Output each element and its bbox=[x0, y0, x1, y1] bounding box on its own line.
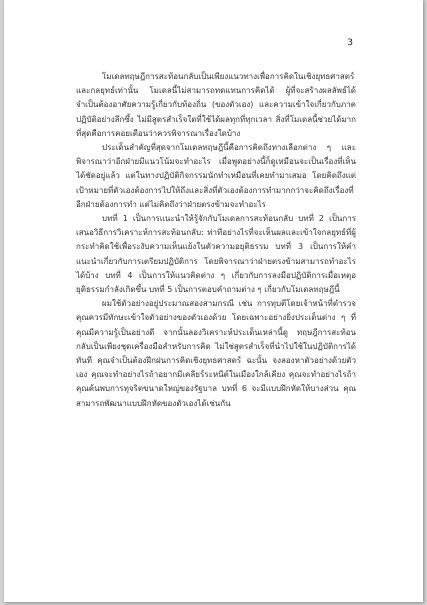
paragraph-2: ประเด็นสำคัญที่สุดจากโมเดลทฤษฎีนี้คือการคิดถึงทางเลือกต่าง ๆ และพิจารณาว่าอีกฝ่ายมีแนวโน้มจะทำอะไร เมื่อพูดอย่างนี้ก็ดูเหมือนจะเป็นเรื่องที่เห็นได้ชัดอยู่แล้ว แต่ในทางปฏิบัติกิจกรรมนักทำเหมือนที่เคยทำมาเสมอ โดยคิดถึงแต่เป้าหมายที่ตัวเองต้องการไปให้ถึงและสิ่งที่ตัวเองต้องการทำมากกว่าจะคิดถึงเรื่องที่อีกฝ่ายต้องการทำ แต่ไม่คิดถึงว่าฝ่ายตรงข้ามจะทำอะไร bbox=[76, 143, 356, 209]
paragraph-1: โมเดลทฤษฎีการสะท้อนกลับเป็นเพียงแนวทางเพื่อการคิดในเชิงยุทธศาสตร์และกลยุทธ์เท่านั้น โมเดลนี้ไม่สามารถทดแทนการคิดได้ ผู้ที่จะสร้างผลลัพธ์ได้จำเป็นต้องอาศัยความรู้เกี่ยวกับท้องถิ่น (ของตัวเอง) และความเข้าใจเกี่ยวกับภาคปฏิบัติอย่างลึกซึ้ง ไม่มีสูตรสำเร็จใดที่ใช้ได้ผลทุกที่ทุกเวลา สิ่งที่โมเดลนี้ช่วยได้มากที่สุดคือการคอยเตือนว่าควรพิจารณาเรื่องใดบ้าง bbox=[76, 72, 356, 138]
paragraph-4: ผมใช้ตัวอย่างอยู่ประมาณสองสามกรณี เช่น การทุบตีโดยเจ้าหน้าที่ตำรวจ คุณควรมีทักษะเข้าใจตัวอย่างของตัวเองด้วย โดยเฉพาะอย่างยิ่งประเด็นต่าง ๆ ที่คุณมีความรู้เป็นอย่างดี จากนั้นลองวิเคราะห์ประเด็นเหล่านี้ดู ทฤษฎีการสะท้อนกลับเป็นเพียงชุดเครื่องมือสำหรับการคิด ไม่ใช่สูตรสำเร็จที่นำไปใช้ในปฏิบัติการได้ทันที คุณจำเป็นต้องฝึกฝนการคิดเชิงยุทธศาสตร์ ฉะนั้น จงลองหาตัวอย่างด้วยตัวเอง คุณจะทำอย่างไรถ้าอยากมีเคลียร์ระหนีต์ในเมืองใกล้เคียง คุณจะทำอย่างไรถ้าคุณค้นพบการทุจริตขนาดใหญ่ของรัฐบาล บทที่ 6 จะมีแบบฝึกหัดให้บางส่วน คุณสามารถพัฒนาแบบฝึกหัดของตัวเองได้เช่นกัน bbox=[76, 299, 356, 408]
page-number: 3 bbox=[347, 38, 353, 48]
document-page bbox=[4, 0, 423, 602]
body-text bbox=[76, 70, 356, 411]
paragraph-3: บทที่ 1 เป็นการแนะนำให้รู้จักกับโมเดลการสะท้อนกลับ บทที่ 2 เป็นการเสนอวิธีการวิเคราะห์การสะท้อนกลับ: ท่าทีอย่างไรที่จะเห็นผลและเข้าใจกลยุทธ์ที่ผู้กระทำคิดใช้เพื่อระงับความเห็นแย้งในตัวความอยุติธรรม บทที่ 3 เป็นการให้คำแนะนำเกี่ยวกับการเตรียมปฏิบัติการ โดยพิจารณาว่าฝ่ายตรงข้ามสามารถทำอะไรได้บ้าง บทที่ 4 เป็นการให้แนวคิดต่าง ๆ เกี่ยวกับการลงมือปฏิบัติการเมื่อเหตุอยุติธรรมกำลังเกิดขึ้น บทที่ 5 เป็นการตอบคำถามต่าง ๆ เกี่ยวกับโมเดลทฤษฎีนี้ bbox=[76, 214, 356, 295]
